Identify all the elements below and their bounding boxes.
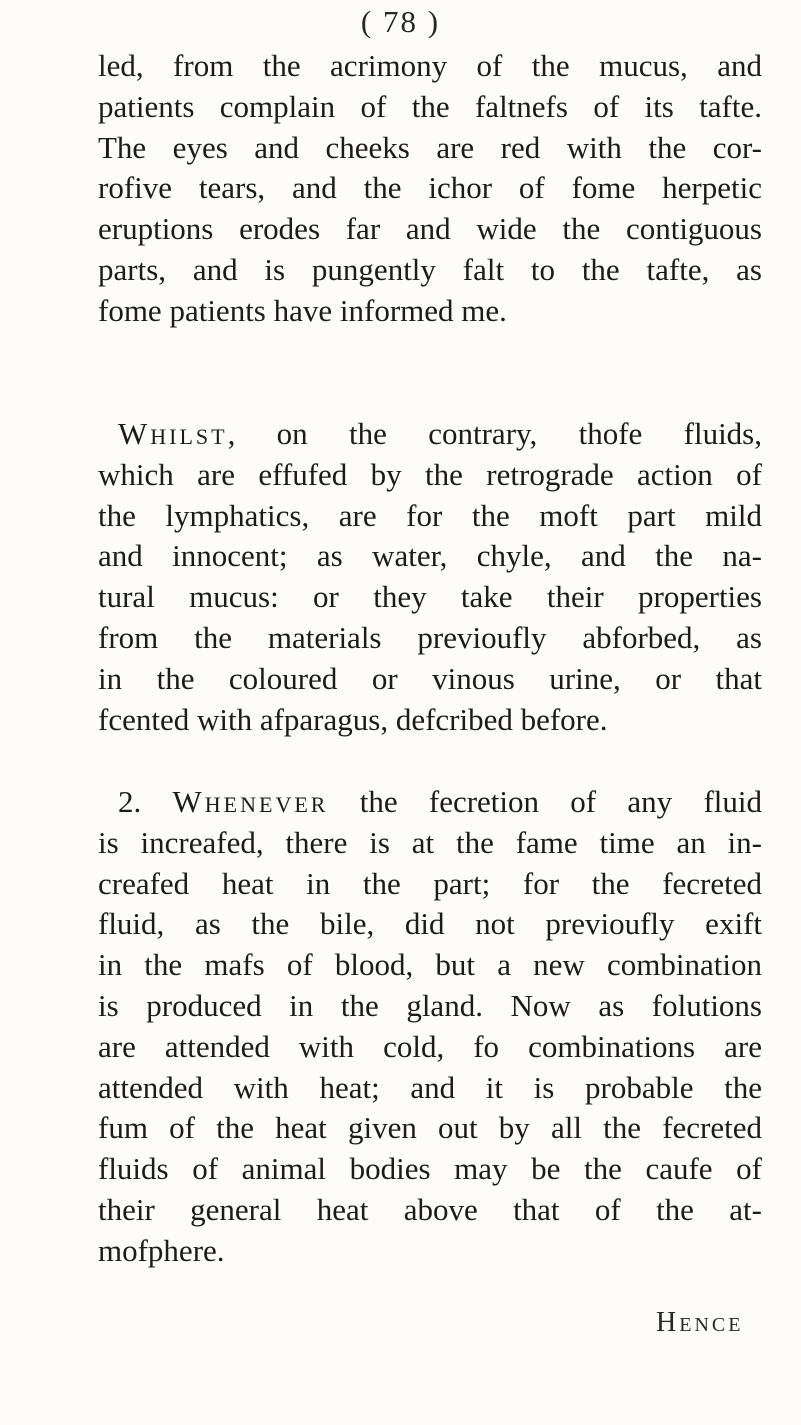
text-line: is increafed, there is at the fame time an in- xyxy=(98,824,762,860)
text-line: the lymphatics, are for the moft part mild xyxy=(98,497,762,533)
text-line: in the coloured or vinous urine, or that xyxy=(98,660,762,696)
text-line: their general heat above that of the at- xyxy=(98,1191,762,1227)
text-line-rest: , on the contrary, thofe fluids, xyxy=(227,416,762,451)
page-number: ( 78 ) xyxy=(360,4,441,39)
paragraph-1 xyxy=(98,46,762,332)
text-line: rofive tears, and the ichor of fome herpetic xyxy=(98,170,762,206)
text-line: is produced in the gland. Now as folutions xyxy=(98,987,762,1023)
text-line: led, from the acrimony of the mucus, and xyxy=(98,48,762,83)
catchword: Hence xyxy=(656,1307,744,1338)
text-line: tural mucus: or they take their properties xyxy=(98,579,762,615)
text-line: attended with heat; and it is probable the xyxy=(98,1069,762,1105)
text-line: which are effufed by the retrograde action of xyxy=(98,456,762,492)
text-line: in the mafs of blood, but a new combination xyxy=(98,947,762,983)
text-line: creafed heat in the part; for the fecreted xyxy=(98,865,762,901)
text-line xyxy=(98,782,762,823)
text-line: from the materials previoufly abforbed, as xyxy=(98,619,762,655)
paragraph-2 xyxy=(98,414,762,740)
text-line: fluids of animal bodies may be the caufe of xyxy=(98,1151,762,1187)
text-line: parts, and is pungently falt to the tafte, as xyxy=(98,251,762,287)
text-line: fluid, as the bile, did not previoufly exift xyxy=(98,906,762,942)
text-line: mofphere. xyxy=(98,1232,225,1268)
lead-word: Whilst xyxy=(118,416,228,451)
text-line: eruptions erodes far and wide the contiguous xyxy=(98,211,762,247)
text-line: patients complain of the faltnefs of its tafte. xyxy=(98,88,762,124)
text-line: are attended with cold, fo combinations are xyxy=(98,1028,762,1064)
text-line: fome patients have informed me. xyxy=(98,292,507,328)
text-line: The eyes and cheeks are red with the cor- xyxy=(98,129,762,165)
text-line-rest: the fecretion of any fluid xyxy=(328,784,762,819)
paragraph-3 xyxy=(98,782,762,1272)
text-line: and innocent; as water, chyle, and the na- xyxy=(98,538,762,574)
text-line xyxy=(98,414,762,455)
lead-word: Whenever xyxy=(172,784,329,819)
section-number: 2. xyxy=(118,784,142,819)
text-line: fum of the heat given out by all the fecreted xyxy=(98,1110,762,1146)
text-line: fcented with afparagus, defcribed before. xyxy=(98,701,608,737)
